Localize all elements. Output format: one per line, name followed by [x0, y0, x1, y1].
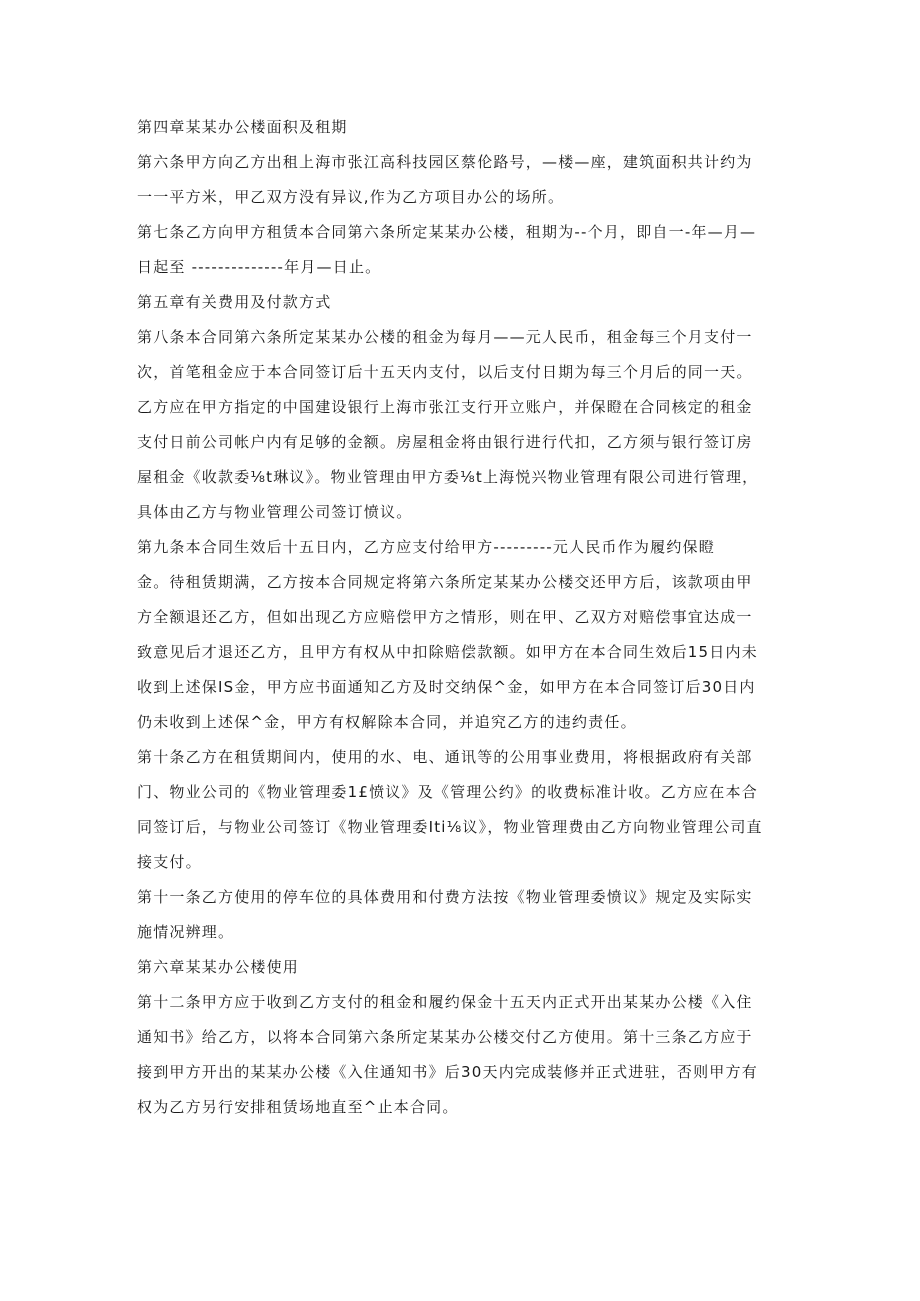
- chapter-heading: 第四章某某办公楼面积及租期: [137, 118, 348, 136]
- paragraph-line: 接支付。: [137, 853, 202, 871]
- paragraph-line: 屋租金《收款委⅛t琳议》。物业管理由甲方委⅛t上海悦兴物业管理有限公司进行管理，: [137, 468, 759, 486]
- paragraph-line: 第十一条乙方使用的停车位的具体费用和付费方法按《物业管理委愤议》规定及实际实: [137, 888, 753, 906]
- paragraph-line: 致意见后才退还乙方，且甲方有权从中扣除赔偿款额。如甲方在本合同生效后15日内未: [137, 643, 758, 661]
- chapter-heading: 第六章某某办公楼使用: [137, 958, 300, 976]
- paragraph-line: 接到甲方开出的某某办公楼《入住通知书》后30天内完成装修并正式进驻，否则甲方有: [137, 1063, 758, 1081]
- paragraph-line: 乙方应在甲方指定的中国建设银行上海市张江支行开立账户，并保瞪在合同核定的租金: [137, 398, 753, 416]
- paragraph-line: 第七条乙方向甲方租赁本合同第六条所定某某办公楼，租期为--个月，即自一-年—月—: [137, 223, 757, 241]
- paragraph-line: 次，首笔租金应于本合同签订后十五天内支付，以后支付日期为每三个月后的同一天。: [137, 363, 753, 381]
- chapter-heading: 第五章有关费用及付款方式: [137, 293, 332, 311]
- paragraph-line: 日起至 --------------年月—日止。: [137, 258, 382, 276]
- paragraph-line: 具体由乙方与物业管理公司签订愤议。: [137, 503, 413, 521]
- paragraph-line: 第八条本合同第六条所定某某办公楼的租金为每月——元人民币，租金每三个月支付一: [137, 328, 753, 346]
- paragraph-line: 方全额退还乙方，但如出现乙方应赔偿甲方之情形，则在甲、乙双方对赔偿事宜达成一: [137, 608, 753, 626]
- paragraph-line: 第十条乙方在租赁期间内，使用的水、电、通讯等的公用事业费用，将根据政府有关部: [137, 748, 753, 766]
- paragraph-line: 权为乙方另行安排租赁场地直至^止本合同。: [137, 1098, 459, 1116]
- paragraph-line: 一一平方米，甲乙双方没有异议,作为乙方项目办公的场所。: [137, 188, 565, 206]
- paragraph-line: 同签订后，与物业公司签订《物业管理委Iti⅛议》，物业管理费由乙方向物业管理公司直: [137, 818, 763, 836]
- document-body: [137, 113, 797, 1128]
- paragraph-line: 施情况辨理。: [137, 923, 235, 941]
- paragraph-line: 第十二条甲方应于收到乙方支付的租金和履约保金十五天内正式开出某某办公楼《入住: [137, 993, 753, 1011]
- paragraph-line: 第九条本合同生效后十五日内，乙方应支付给甲方---------元人民币作为履约保瞪: [137, 538, 715, 556]
- paragraph-line: 通知书》给乙方，以将本合同第六条所定某某办公楼交付乙方使用。第十三条乙方应于: [137, 1028, 753, 1046]
- paragraph-line: 收到上述保IS金，甲方应书面通知乙方及时交纳保^金，如甲方在本合同签订后30日内: [137, 678, 756, 696]
- paragraph-line: 仍未收到上述保^金，甲方有权解除本合同，并追究乙方的违约责任。: [137, 713, 637, 731]
- paragraph-line: 门、物业公司的《物业管理委1£愤议》及《管理公约》的收费标准计收。乙方应在本合: [137, 783, 758, 801]
- paragraph-line: 支付日前公司帐户内有足够的金额。房屋租金将由银行进行代扣，乙方须与银行签订房: [137, 433, 753, 451]
- paragraph-line: 第六条甲方向乙方出租上海市张江高科技园区蔡伦路号，—楼—座，建筑面积共计约为: [137, 153, 753, 171]
- paragraph-line: 金。待租赁期满，乙方按本合同规定将第六条所定某某办公楼交还甲方后，该款项由甲: [137, 573, 753, 591]
